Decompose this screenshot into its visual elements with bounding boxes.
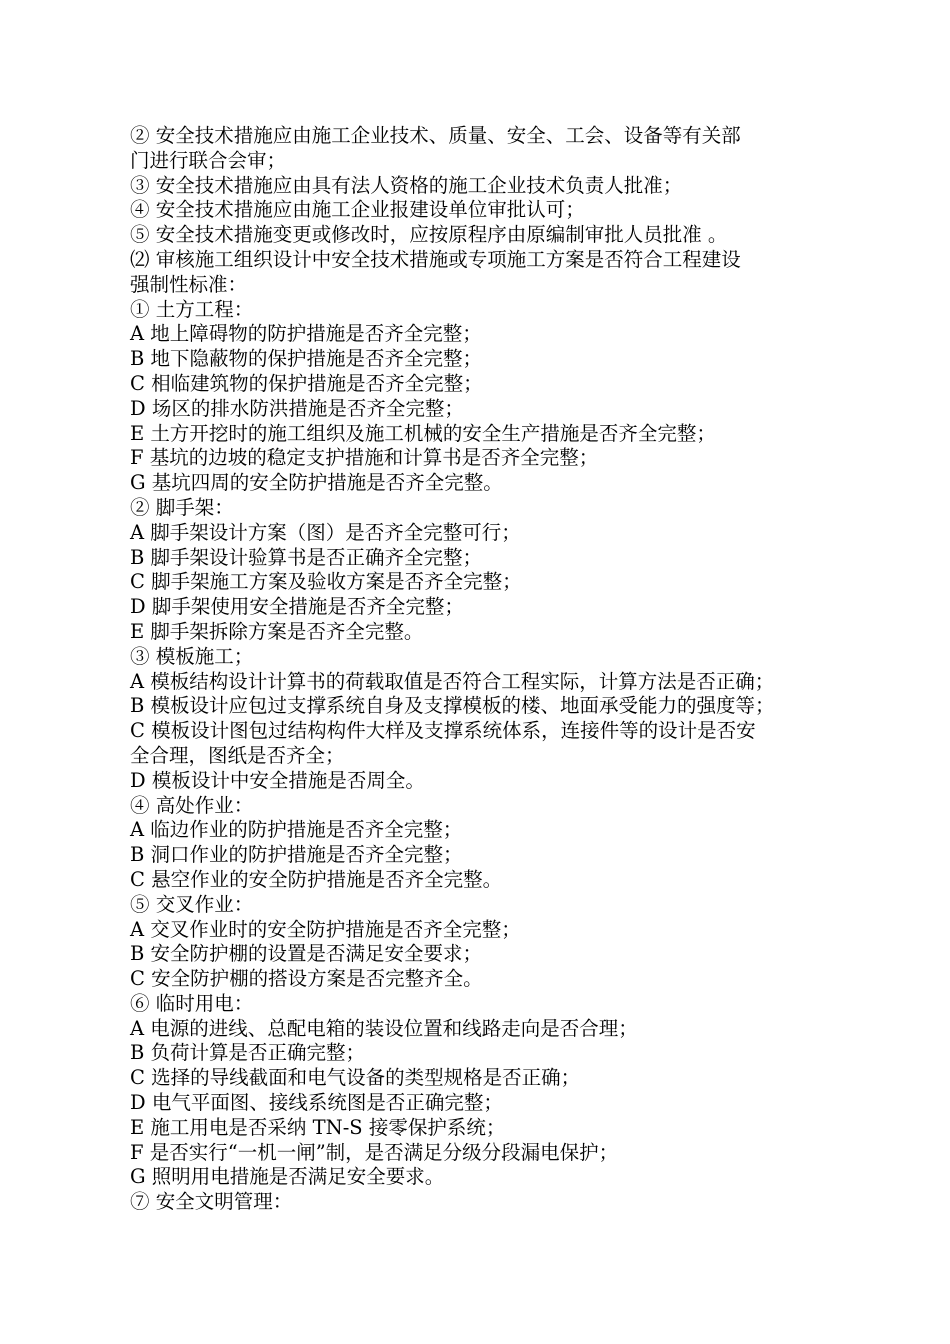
text-line: B 地下隐蔽物的保护措施是否齐全完整； bbox=[130, 347, 483, 371]
text-line: A 地上障碍物的防护措施是否齐全完整； bbox=[130, 322, 482, 346]
text-line: ⑵ 审核施工组织设计中安全技术措施或专项施工方案是否符合工程建设 bbox=[130, 247, 741, 271]
text-line: D 场区的排水防洪措施是否齐全完整； bbox=[130, 396, 464, 420]
text-line: A 交叉作业时的安全防护措施是否齐全完整； bbox=[130, 917, 521, 941]
text-line: B 洞口作业的防护措施是否齐全完整； bbox=[130, 843, 463, 867]
text-line: A 电源的进线、总配电箱的装设位置和线路走向是否合理； bbox=[130, 1016, 638, 1040]
text-line: D 模板设计中安全措施是否周全。 bbox=[130, 768, 425, 792]
section-heading-work-at-height: ④ 高处作业： bbox=[130, 793, 254, 817]
text-line: B 负荷计算是否正确完整； bbox=[130, 1041, 366, 1065]
text-line: C 模板设计图包过结构构件大样及支撑系统体系，连接件等的设计是否安 bbox=[130, 719, 756, 743]
section-heading-temporary-power: ⑥ 临时用电： bbox=[130, 991, 254, 1015]
text-line: B 安全防护棚的设置是否满足安全要求； bbox=[130, 942, 483, 966]
text-line: C 脚手架施工方案及验收方案是否齐全完整； bbox=[130, 570, 522, 594]
text-line: G 照明用电措施是否满足安全要求。 bbox=[130, 1165, 445, 1189]
section-heading-formwork: ③ 模板施工； bbox=[130, 644, 254, 668]
text-line: B 模板设计应包过支撑系统自身及支撑模板的楼、地面承受能力的强度等； bbox=[130, 694, 775, 718]
text-line: 门进行联合会审； bbox=[130, 148, 287, 172]
text-line: D 电气平面图、接线系统图是否正确完整； bbox=[130, 1091, 503, 1115]
text-line: F 基坑的边坡的稳定支护措施和计算书是否齐全完整； bbox=[130, 446, 599, 470]
text-line: G 基坑四周的安全防护措施是否齐全完整。 bbox=[130, 471, 503, 495]
text-line: C 相临建筑物的保护措施是否齐全完整； bbox=[130, 371, 483, 395]
text-line: ② 安全技术措施应由施工企业技术、质量、安全、工会、设备等有关部 bbox=[130, 124, 741, 147]
section-heading-safety-management: ⑦ 安全文明管理： bbox=[130, 1190, 293, 1214]
text-line: C 安全防护棚的搭设方案是否完整齐全。 bbox=[130, 967, 483, 991]
text-line: C 悬空作业的安全防护措施是否齐全完整。 bbox=[130, 867, 503, 891]
section-heading-cross-work: ⑤ 交叉作业： bbox=[130, 892, 254, 916]
text-line: ⑤ 安全技术措施变更或修改时，应按原程序由原编制审批人员批准 。 bbox=[130, 223, 728, 247]
text-line: A 模板结构设计计算书的荷载取值是否符合工程实际，计算方法是否正确； bbox=[130, 669, 775, 693]
section-heading-scaffold: ② 脚手架： bbox=[130, 495, 234, 519]
text-line: E 施工用电是否采纳 TN-S 接零保护系统； bbox=[130, 1115, 506, 1139]
text-line: C 选择的导线截面和电气设备的类型规格是否正确； bbox=[130, 1066, 581, 1090]
text-line: B 脚手架设计验算书是否正确齐全完整； bbox=[130, 545, 483, 569]
text-line: E 脚手架拆除方案是否齐全完整。 bbox=[130, 619, 424, 643]
section-heading-earthwork: ① 土方工程： bbox=[130, 297, 254, 321]
text-line: D 脚手架使用安全措施是否齐全完整； bbox=[130, 595, 464, 619]
document-body bbox=[130, 124, 870, 1215]
text-line: A 脚手架设计方案（图）是否齐全完整可行； bbox=[130, 520, 521, 544]
text-line: A 临边作业的防护措施是否齐全完整； bbox=[130, 818, 463, 842]
text-line: F 是否实行“一机一闸”制，是否满足分级分段漏电保护； bbox=[130, 1140, 619, 1164]
text-line: 全合理，图纸是否齐全； bbox=[130, 743, 345, 767]
text-line: ③ 安全技术措施应由具有法人资格的施工企业技术负责人批准； bbox=[130, 173, 683, 197]
text-line: ④ 安全技术措施应由施工企业报建设单位审批认可； bbox=[130, 198, 585, 222]
text-line: E 土方开挖时的施工组织及施工机械的安全生产措施是否齐全完整； bbox=[130, 421, 716, 445]
text-line: 强制性标准： bbox=[130, 272, 248, 296]
